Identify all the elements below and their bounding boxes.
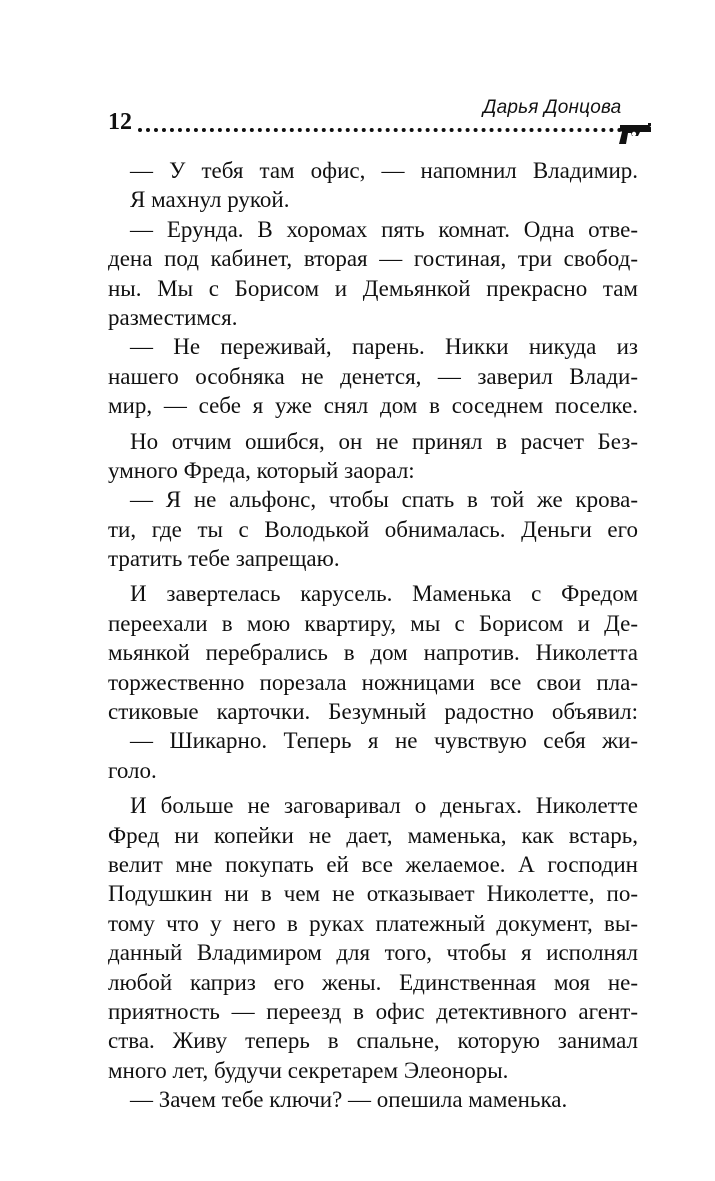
text-line: переехали в мою квартиру, мы с Борисом и Де- <box>108 610 638 636</box>
text-line: умного Фреда, который заорал: <box>108 457 415 483</box>
text-line: тому что у него в руках платежный документ, вы- <box>108 910 638 936</box>
running-author: Дарья Донцова <box>483 97 622 118</box>
text-line: Подушкин ни в чем не отказывает Николетте, по- <box>108 881 638 907</box>
text-line: ны. Мы с Борисом и Демьянкой прекрасно там <box>108 275 638 301</box>
text-line: — Я не альфонс, чтобы спать в той же крова- <box>130 487 638 513</box>
text-line: торжественно порезала ножницами все свои пла- <box>108 669 638 695</box>
text-line: Но отчим ошибся, он не принял в расчет Без- <box>130 428 638 454</box>
text-line: голо. <box>108 757 157 783</box>
text-line: Я махнул рукой. <box>130 187 290 213</box>
text-line: приятность — переезд в офис детективного агент- <box>108 998 638 1024</box>
dotted-rule <box>138 128 622 132</box>
text-line: — Ерунда. В хоромах пять комнат. Одна отве- <box>130 216 638 242</box>
text-line: И завертелась карусель. Маменька с Фредом <box>130 581 638 607</box>
text-line: тратить тебе запрещаю. <box>108 546 340 572</box>
pistol-icon <box>618 122 654 146</box>
text-line: — Не переживай, парень. Никки никуда из <box>130 334 638 360</box>
text-line: много лет, будучи секретарем Элеоноры. <box>108 1057 509 1083</box>
page-number: 12 <box>108 109 132 135</box>
text-line: — Шикарно. Теперь я не чувствую себя жи- <box>130 728 638 754</box>
text-line: велит мне покупать ей все желаемое. А господин <box>108 851 638 877</box>
text-line: дена под кабинет, вторая — гостиная, три свобод- <box>108 246 638 272</box>
text-line: ти, где ты с Володькой обнималась. Деньги его <box>108 516 638 542</box>
text-line: разместимся. <box>108 304 238 330</box>
text-line: мьянкой перебрались в дом напротив. Николетта <box>108 640 638 666</box>
running-header <box>108 98 648 146</box>
text-line: ства. Живу теперь в спальне, которую занимал <box>108 1028 638 1054</box>
text-line: Фред ни копейки не дает, маменька, как встарь, <box>108 822 638 848</box>
text-line: И больше не заговаривал о деньгах. Николетте <box>130 793 638 819</box>
text-line: любой каприз его жены. Единственная моя не- <box>108 969 638 995</box>
text-line: нашего особняка не денется, — заверил Влади- <box>108 363 638 389</box>
text-line: мир, — себе я уже снял дом в соседнем поселке. <box>108 393 638 419</box>
text-line: — У тебя там офис, — напомнил Владимир. <box>130 158 638 183</box>
body-text <box>108 156 638 1115</box>
text-line: — Зачем тебе ключи? — опешила маменька. <box>130 1087 568 1113</box>
text-line: данный Владимиром для того, чтобы я исполнял <box>108 940 638 966</box>
text-line: стиковые карточки. Безумный радостно объявил: <box>108 699 638 725</box>
